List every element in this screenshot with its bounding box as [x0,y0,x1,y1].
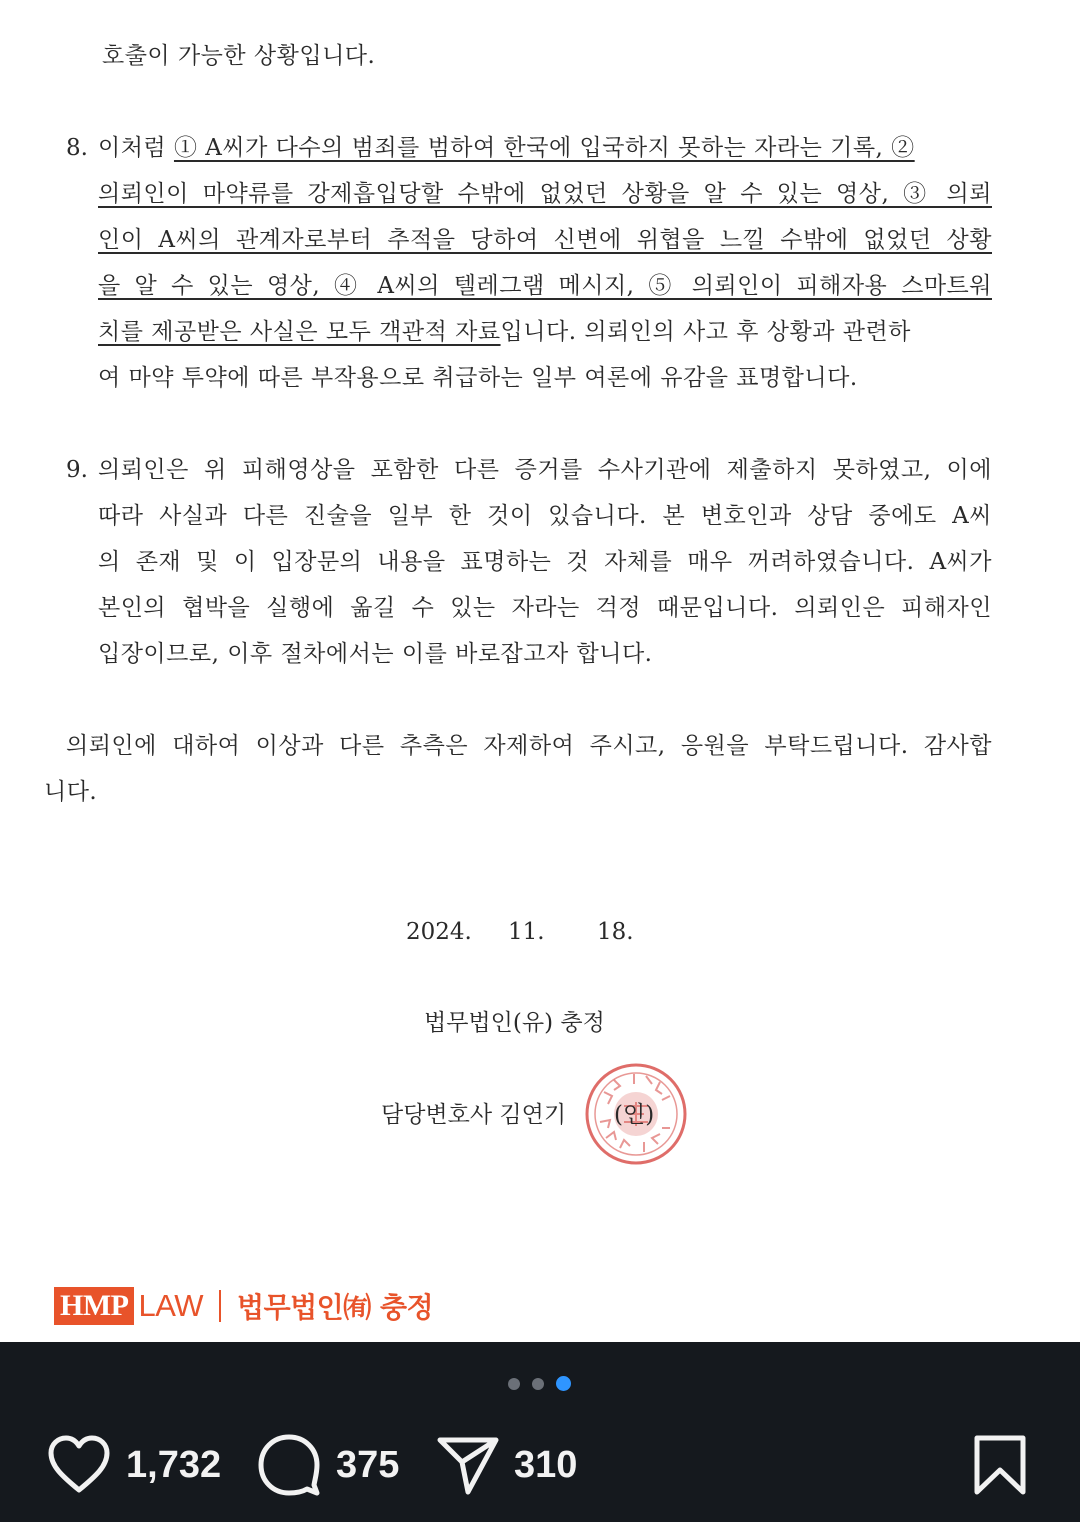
item8-line2: 의뢰인이 마약류를 강제흡입당할 수밖에 없었던 상황을 알 수 있는 영상, ③ 의뢰 [98,181,992,207]
share-button[interactable] [436,1430,577,1500]
carousel-dot-1[interactable] [508,1378,520,1390]
like-count: 1,732 [126,1443,222,1486]
item8-line6: 여 마약 투약에 따른 부작용으로 취급하는 일부 여론에 유감을 표명합니다. [98,365,858,391]
comment-count: 375 [336,1443,400,1486]
item8-number: 8. [66,135,88,161]
top-line: 호출이 가능한 상황입니다. [102,43,376,69]
like-button[interactable] [46,1430,221,1500]
bookmark-icon [972,1434,1028,1496]
carousel-dot-2[interactable] [532,1378,544,1390]
closing-line2: 니다. [44,779,98,805]
send-icon [436,1434,500,1496]
carousel-indicator [508,1376,571,1391]
logo-firm-name: 법무법인㈲ 충정 [237,1291,434,1324]
share-count: 310 [514,1443,578,1486]
item8-line1 [98,132,992,164]
date-month: 11. [508,919,545,945]
item9-line3: 의 존재 및 이 입장문의 내용을 표명하는 것 자체를 매우 꺼려하였습니다. A씨가 [98,549,992,575]
carousel-dot-3-active[interactable] [556,1376,571,1391]
logo-law: LAW [138,1288,204,1323]
item8-line5 [98,316,992,348]
signature-label: 담당변호사 김연기 [381,1102,567,1128]
heart-icon [46,1434,112,1496]
logo-divider [219,1290,221,1322]
comment-button[interactable] [256,1430,399,1500]
item8-line5-underlined: 치를 제공받은 사실은 모두 객관적 자료 [98,319,501,345]
date-day: 18. [597,919,634,945]
item9-line1: 의뢰인은 위 피해영상을 포함한 다른 증거를 수사기관에 제출하지 못하였고, 이에 [98,457,992,483]
item9-line2: 따라 사실과 다른 진술을 일부 한 것이 있습니다. 본 변호인과 상담 중에도 A씨 [98,503,992,529]
save-button[interactable] [972,1430,1028,1500]
firm-name: 법무법인(유) 충정 [424,1010,605,1036]
item8-line4: 을 알 수 있는 영상, ④ A씨의 텔레그램 메시지, ⑤ 의뢰인이 피해자용 스마트워 [98,273,992,299]
item8-line1-underlined: ① A씨가 다수의 범죄를 범하여 한국에 입국하지 못하는 자라는 기록, ② [173,135,915,161]
closing-line1: 의뢰인에 대하여 이상과 다른 추측은 자제하여 주시고, 응원을 부탁드립니다. 감사합 [66,733,992,759]
item9-line5: 입장이므로, 이후 절차에서는 이를 바로잡고자 합니다. [98,641,653,667]
date-year: 2024. [406,919,472,945]
item8-line5-rest: 입니다. 의뢰인의 사고 후 상황과 관련하 [500,319,911,345]
logo-hmp: HMP [54,1287,134,1325]
document-date [0,916,1080,948]
item9-number: 9. [66,457,88,483]
comment-bubble-icon [256,1433,322,1497]
seal-mark: (인) [614,1102,655,1128]
hmp-law-logo [54,1286,433,1326]
item9-line4: 본인의 협박을 실행에 옮길 수 있는 자라는 걱정 때문입니다. 의뢰인은 피해자인 [98,595,992,621]
item8-line3: 인이 A씨의 관계자로부터 추적을 당하여 신변에 위협을 느낄 수밖에 없었던 상황 [98,227,992,253]
item8-line1-prefix: 이처럼 [98,135,174,161]
